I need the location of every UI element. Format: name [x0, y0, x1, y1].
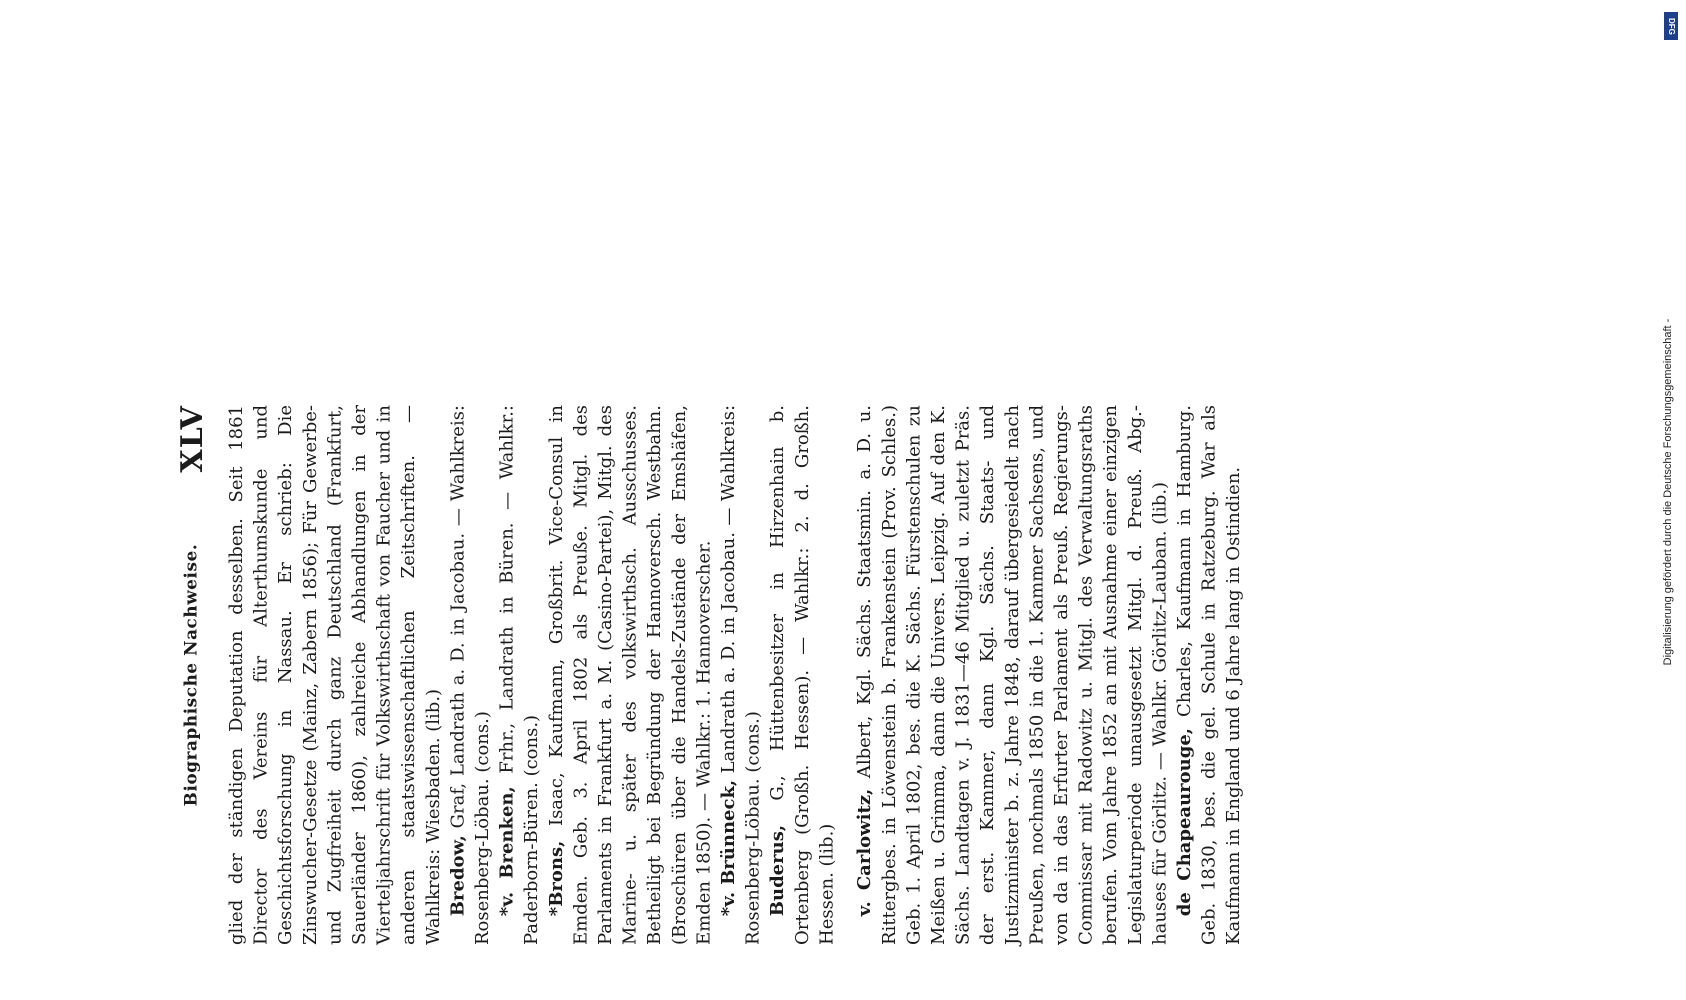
- entry-name: *v. Brünneck,: [717, 779, 739, 917]
- entry-text: Graf, Landrath a. D. in Jacobau. — Wahlkreis: Rosenberg-Löbau. (cons.): [447, 404, 493, 945]
- entry-text: Landrath a. D. in Jacobau. — Wahlkreis: Rosenberg-Löbau. (cons.): [717, 404, 764, 945]
- entry-text: Frhr., Landrath in Büren. — Wahlkr.: Paderborn-Büren. (cons.): [496, 404, 542, 945]
- entry-name: v. Carlowitz,: [854, 788, 875, 917]
- dfg-logo-icon: DFG: [1664, 12, 1678, 40]
- entry-carlowitz: [852, 405, 1172, 945]
- page-content: [170, 404, 1244, 945]
- entry-name: Bredow,: [447, 835, 469, 917]
- entry-continuation: [224, 405, 445, 945]
- entry-text: glied der ständigen Deputation desselben. Seit 1861 Director des Vereins für Alterthumskunde und Geschichtsforschung in Nassau. Er schrieb: Die Zinswucher-Gesetze (Mainz, Zabern 1856); Für Gewerbe- und Zugfreiheit durch ganz Deutschland (Frankfurt, Sauerländer 1860), zahlreiche Abhandlungen in der Vierteljahrschrift für Volkswirthschaft von Faucher und in anderen staatswissenschaftlichen Zeitschriften. — Wahlkreis: Wiesbaden. (lib.): [225, 404, 444, 945]
- entry-text: Albert, Kgl. Sächs. Staatsmin. a. D. u. Rittergbes. in Löwenstein b. Frankenstein (Prov. Schles.) Geb. 1. April 1802, bes. die K. Sächs. Fürstenschulen zu Meißen u. Grimma, dann die Univers. Leipzig. Auf den K. Sächs. Landtagen v. J. 1831—46 Mitglied u. zuletzt Präs. der erst. Kammer, dann Kgl. Sächs. Staats- und Justizminister b. z. Jahre 1848, darauf übergesiedelt nach Preußen, nochmals 1850 in die 1. Kammer Sachsens, und von da in das Erfurter Parlament als Preuß. Regierungs-Commissar mit Radowitz u. Mitgl. des Verwaltungsraths berufen. Vom Jahre 1852 an mit Ausnahme einer einzigen Legislaturperiode unausgesetzt Mitgl. d. Preuß. Abg.-hauses für Görlitz. — Wahlkr. Görlitz-Lauban. (lib.): [854, 404, 1171, 945]
- page-number: XLV: [173, 404, 209, 473]
- entry-name: de Chapeaurouge,: [1173, 727, 1195, 917]
- entry-buderus: [765, 405, 839, 945]
- digitization-credit: [1664, 6, 1678, 996]
- scanned-page: [170, 404, 1244, 945]
- entry-brons: [544, 405, 716, 945]
- entry-name: *Brons,: [545, 840, 567, 917]
- entry-bruenneck: [716, 405, 765, 945]
- credit-text: Digitalisierung gefördert durch die Deutsche Forschungsgemeinschaft -: [1662, 318, 1674, 666]
- entry-name: Buderus,: [767, 824, 788, 917]
- entry-name: *v. Brenken,: [496, 786, 518, 917]
- entry-text: Isaac, Kaufmann, Großbrit. Vice-Consul in Emden. Geb. 3. April 1802 als Preuße. Mitgl. des Parlaments in Frankfurt a. M. (Casino-Partei), Mitgl. des Marine- u. später des volkswirthsch. Ausschusses. Betheiligt bei Begründung der Hannoversch. Westbahn. (Broschüren über die Handels-Zustände der Emshäfen, Emden 1850). — Wahlkr.: 1. Hannoverscher.: [545, 404, 715, 945]
- page-body: [224, 405, 1246, 945]
- entry-bredow: [445, 405, 494, 945]
- running-title: Biographische Nachweise.: [180, 543, 201, 807]
- entry-text: G., Hüttenbesitzer in Hirzenhain b. Ortenberg (Großh. Hessen). — Wahlkr.: 2. d. Großh. Hessen. (lib.): [767, 404, 838, 945]
- entry-text: Charles, Kaufmann in Hamburg. Geb. 1830, bes. die gel. Schule in Ratzeburg. War als Kaufmann in England und 6 Jahre lang in Ostindien.: [1173, 404, 1244, 945]
- entry-chapeaurouge: [1172, 405, 1246, 945]
- entry-brenken: [495, 405, 544, 945]
- running-head: [170, 405, 212, 945]
